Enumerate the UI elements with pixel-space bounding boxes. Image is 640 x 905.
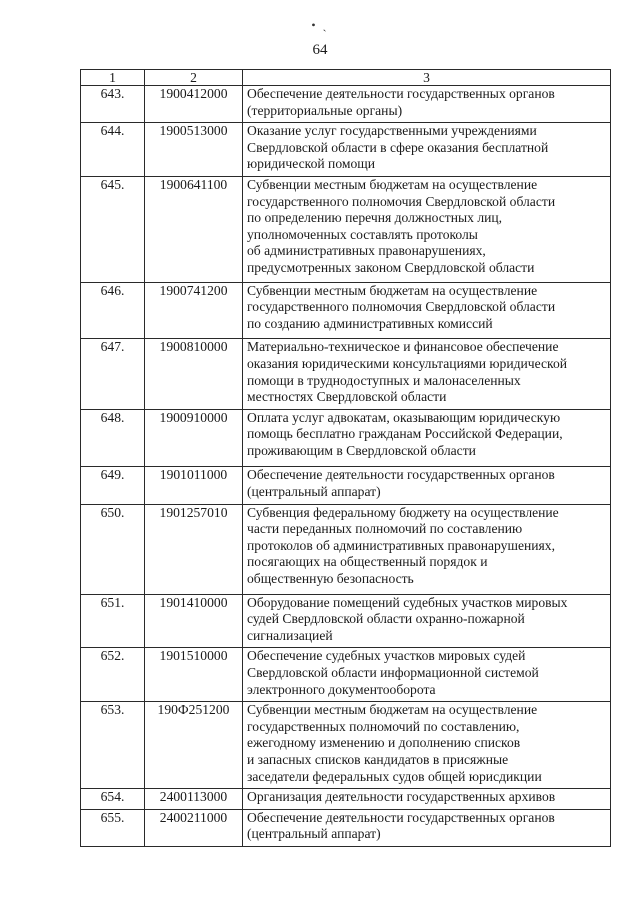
row-description: [243, 409, 611, 467]
table-row: [81, 702, 611, 789]
budget-code: 1900910000: [145, 409, 243, 467]
row-number: 647.: [81, 339, 145, 409]
description-line: проживающим в Свердловской области: [247, 442, 476, 458]
row-number: 653.: [81, 702, 145, 789]
description-line: и запасных списков кандидатов в присяжные: [247, 751, 509, 767]
budget-code: 1900412000: [145, 86, 243, 123]
description-line: Субвенции местным бюджетам на осуществление: [247, 282, 538, 298]
page-number: 64: [312, 42, 328, 58]
description-line: предусмотренных законом Свердловской области: [247, 259, 535, 275]
description-line: Субвенции местным бюджетам на осуществление: [247, 176, 538, 192]
description-line: электронного документооборота: [247, 681, 436, 697]
row-number: 649.: [81, 467, 145, 504]
description-line: (территориальные органы): [247, 102, 403, 118]
column-header-description: 3: [243, 70, 611, 86]
table-row: [81, 409, 611, 467]
description-line: судей Свердловской области охранно-пожарной: [247, 611, 525, 627]
description-line: Обеспечение деятельности государственных органов: [247, 86, 555, 101]
budget-code: 1901410000: [145, 594, 243, 648]
description-line: части переданных полномочий по составлению: [247, 521, 523, 537]
table-row: [81, 176, 611, 282]
description-line: (центральный аппарат): [247, 484, 381, 500]
description-line: помощи в труднодоступных и малонаселенных: [247, 372, 521, 388]
table-row: [81, 467, 611, 504]
budget-code: 1901510000: [145, 648, 243, 702]
table-row: [81, 809, 611, 846]
description-line: Организация деятельности государственных архивов: [247, 789, 556, 805]
budget-code: 1900513000: [145, 123, 243, 177]
description-line: государственного полномочия Свердловской области: [247, 299, 556, 315]
description-line: ежегодному изменению и дополнению списков: [247, 735, 521, 751]
row-number: 654.: [81, 789, 145, 810]
row-description: [243, 504, 611, 594]
description-line: Субвенции местным бюджетам на осуществление: [247, 702, 538, 718]
budget-code: 190Ф251200: [145, 702, 243, 789]
row-description: [243, 176, 611, 282]
row-number: 652.: [81, 648, 145, 702]
table-body: [81, 86, 611, 847]
scan-mark: • ˎ: [311, 18, 329, 32]
table-row: [81, 789, 611, 810]
description-line: уполномоченных составлять протоколы: [247, 226, 478, 242]
table-row: [81, 86, 611, 123]
description-line: Оказание услуг государственными учреждениями: [247, 123, 537, 139]
description-line: протоколов об административных правонарушениях,: [247, 537, 555, 553]
row-number: 643.: [81, 86, 145, 123]
description-line: Свердловской области информационной системой: [247, 665, 539, 680]
description-line: Обеспечение судебных участков мировых судей: [247, 648, 526, 664]
row-number: 645.: [81, 176, 145, 282]
description-line: заседатели федеральных судов общей юрисдикции: [247, 768, 542, 784]
description-line: общественную безопасность: [247, 571, 414, 587]
row-number: 650.: [81, 504, 145, 594]
table-row: [81, 339, 611, 409]
row-description: [243, 594, 611, 648]
table-row: [81, 504, 611, 594]
description-line: оказания юридическими консультациями юридической: [247, 355, 568, 371]
description-line: государственных полномочий по составлению,: [247, 718, 520, 734]
row-number: 646.: [81, 282, 145, 339]
budget-code: 2400113000: [145, 789, 243, 810]
description-line: сигнализацией: [247, 627, 333, 643]
row-description: [243, 282, 611, 339]
description-line: (центральный аппарат): [247, 826, 381, 842]
description-line: посягающих на общественный порядок и: [247, 554, 488, 570]
row-number: 644.: [81, 123, 145, 177]
budget-code: 1900810000: [145, 339, 243, 409]
budget-code: 2400211000: [145, 809, 243, 846]
description-line: местностях Свердловской области: [247, 389, 447, 405]
description-line: Обеспечение деятельности государственных органов: [247, 467, 555, 483]
description-line: по определению перечня должностных лиц,: [247, 210, 503, 226]
description-line: юридической помощи: [247, 156, 375, 172]
row-description: [243, 123, 611, 177]
column-header-code: 2: [145, 70, 243, 86]
row-description: [243, 809, 611, 846]
budget-code: 1900741200: [145, 282, 243, 339]
budget-code: 1901011000: [145, 467, 243, 504]
table-row: [81, 282, 611, 339]
column-header-number: 1: [81, 70, 145, 86]
budget-code: 1901257010: [145, 504, 243, 594]
description-line: Оборудование помещений судебных участков мировых: [247, 594, 568, 610]
description-line: помощь бесплатно гражданам Российской Федерации,: [247, 426, 563, 442]
row-number: 655.: [81, 809, 145, 846]
budget-code: 1900641100: [145, 176, 243, 282]
row-description: [243, 339, 611, 409]
description-line: об административных правонарушениях,: [247, 243, 486, 259]
row-description: [243, 467, 611, 504]
row-description: [243, 702, 611, 789]
description-line: по созданию административных комиссий: [247, 315, 493, 331]
description-line: Материально-техническое и финансовое обеспечение: [247, 339, 559, 355]
description-line: Обеспечение деятельности государственных органов: [247, 809, 555, 825]
row-description: [243, 789, 611, 810]
table-row: [81, 594, 611, 648]
row-number: 651.: [81, 594, 145, 648]
description-line: Субвенция федеральному бюджету на осуществление: [247, 504, 559, 520]
table-row: [81, 123, 611, 177]
row-number: 648.: [81, 409, 145, 467]
table-row: [81, 648, 611, 702]
table-header-row: [81, 70, 611, 86]
description-line: Оплата услуг адвокатам, оказывающим юридическую: [247, 409, 561, 425]
row-description: [243, 648, 611, 702]
description-line: государственного полномочия Свердловской области: [247, 193, 556, 209]
row-description: [243, 86, 611, 123]
description-line: Свердловской области в сфере оказания бесплатной: [247, 139, 549, 155]
budget-code-table: [80, 69, 611, 847]
